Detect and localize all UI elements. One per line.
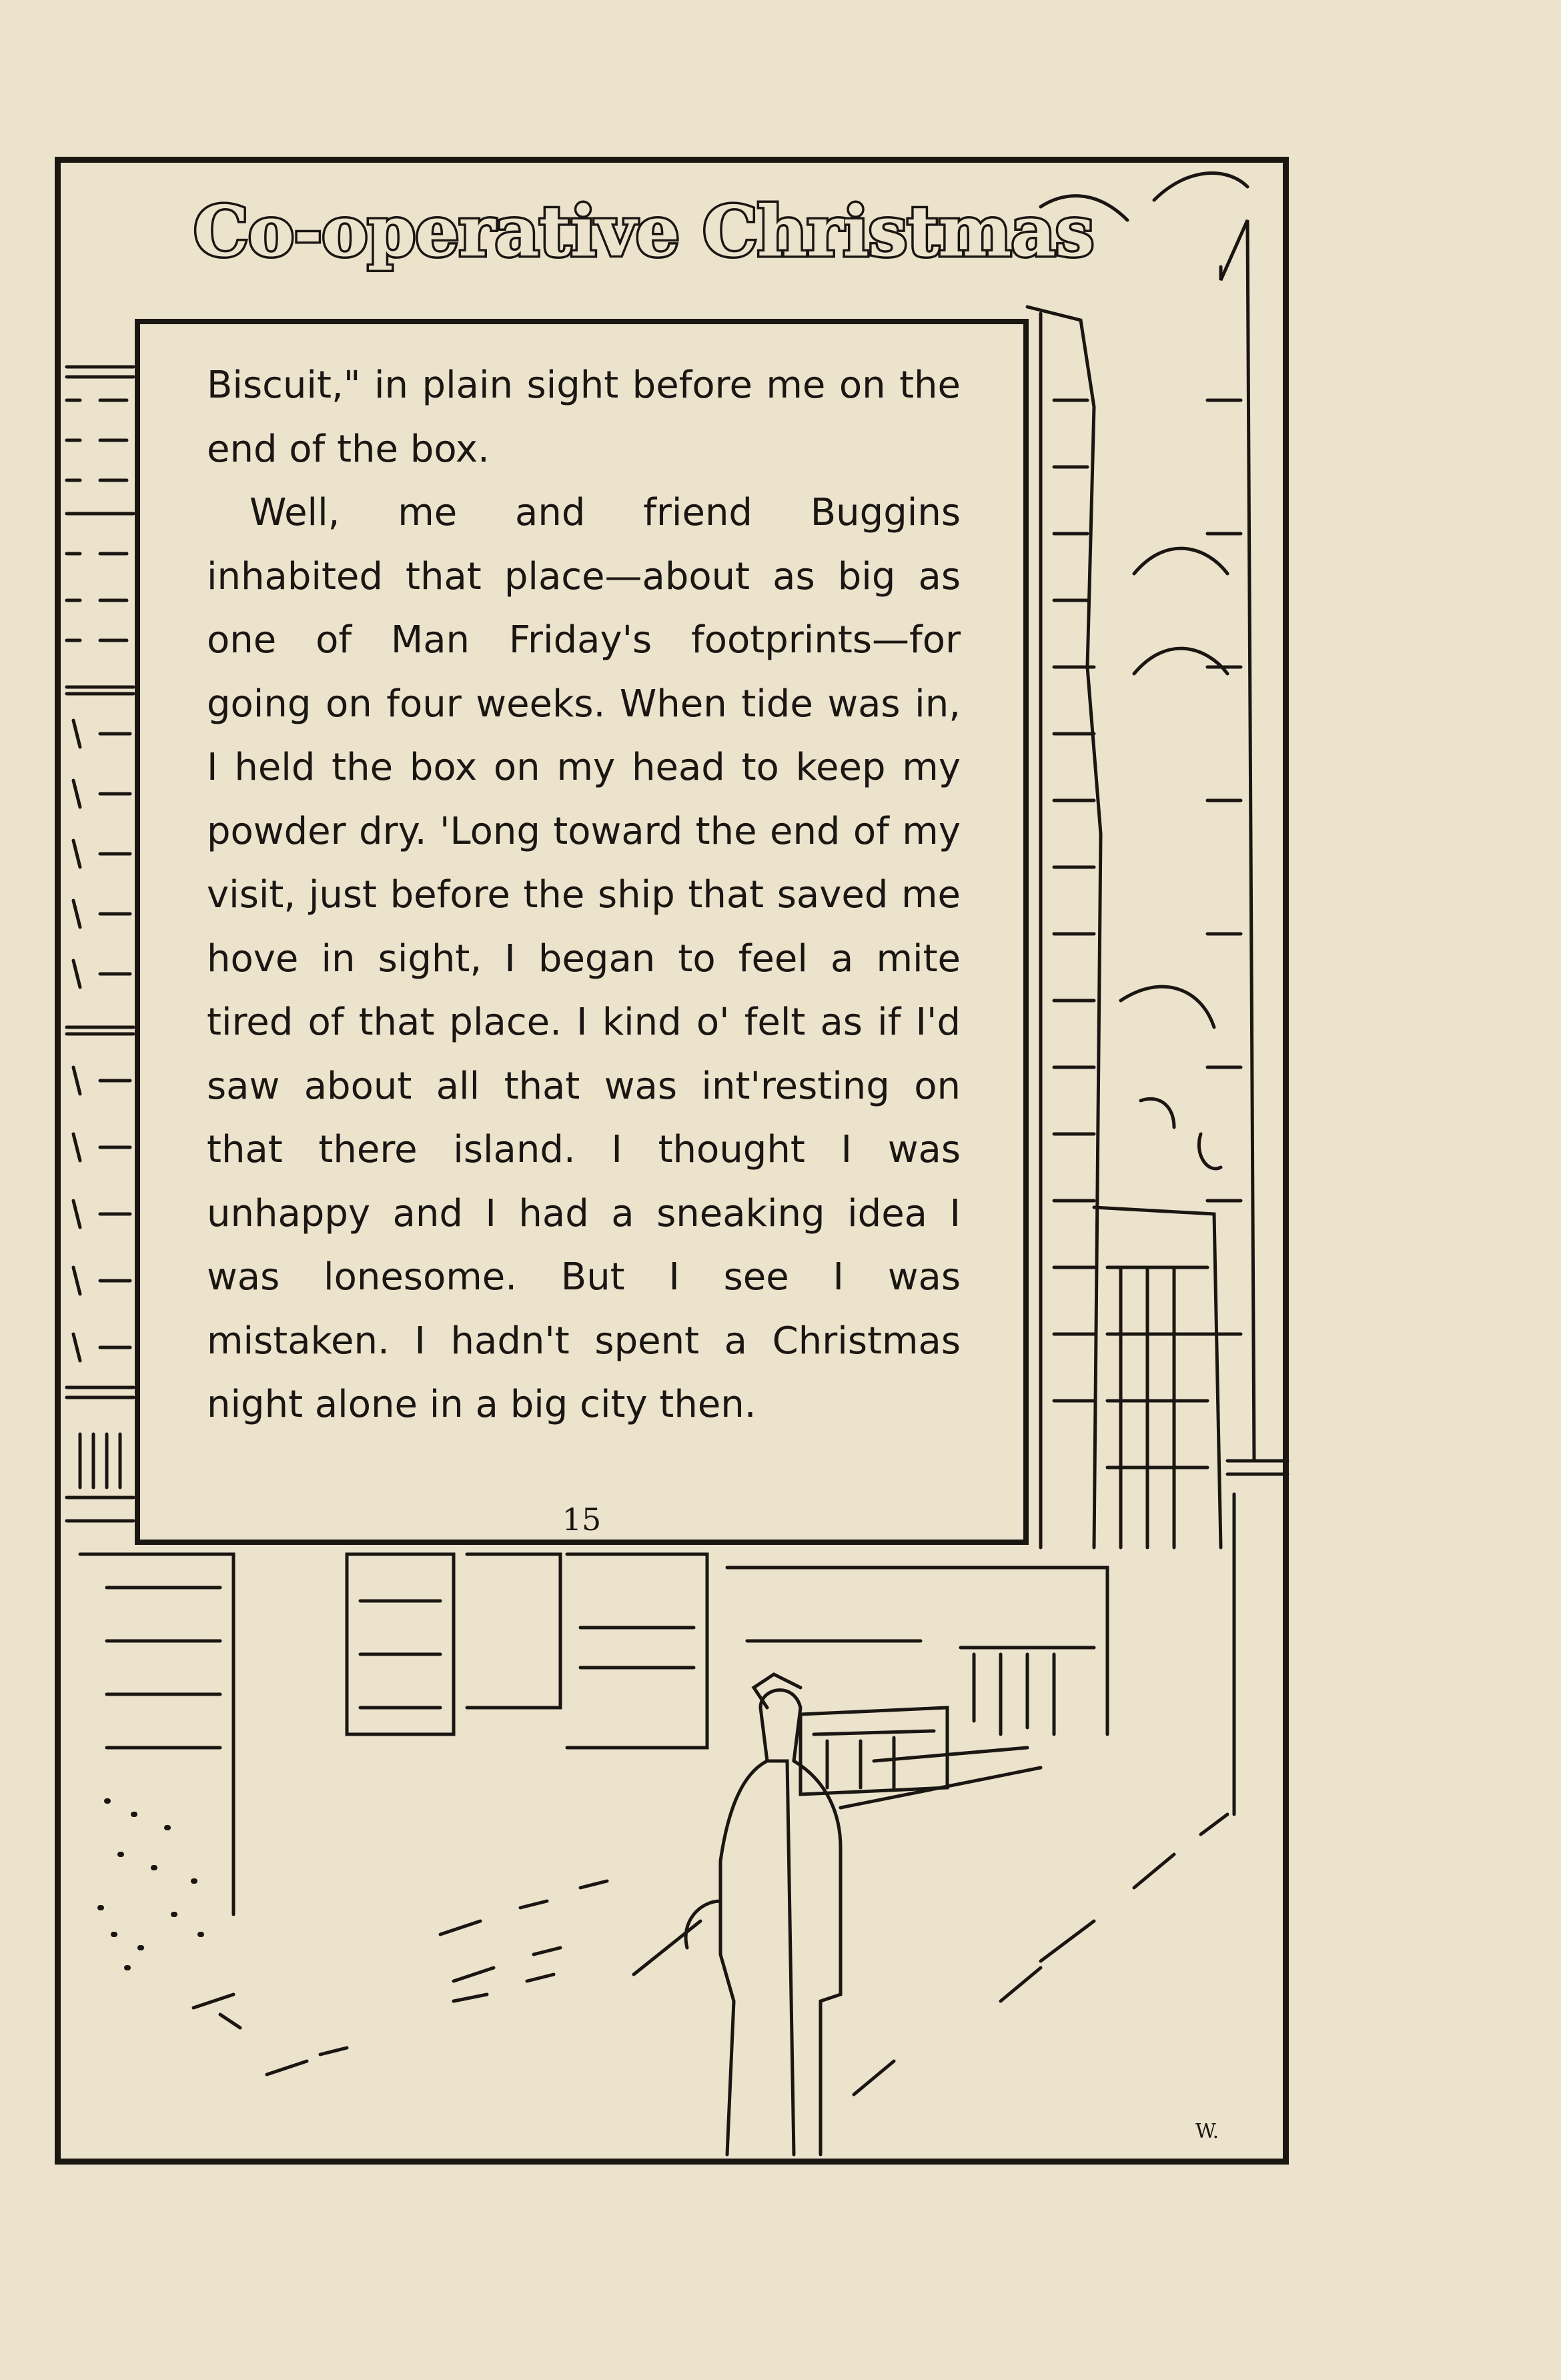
artist-signature: W. — [1195, 2120, 1219, 2143]
street-lines — [193, 1814, 1227, 2095]
running-title: Co-operative Christmas — [193, 190, 1094, 272]
street-buildings — [80, 1554, 1107, 1914]
body-text — [207, 354, 961, 1437]
page-number: 15 — [562, 1502, 602, 1538]
paragraph: Well, me and friend Buggins inhabited that place—about as big as one of Man Friday's footprints—for going on four weeks. When tide was in, I held the box on my head to keep my powder dry. 'Long toward the end of my visit, just before the ship that saved me hove in sight, I began to feel a mite tired of that place. I kind o' felt as if I'd saw about all that was int'resting on that there island. I thought I was unhappy and I had a sneaking idea I was lonesome. But I see I was mistaken. I hadn't spent a Christmas night alone in a big city then. — [207, 491, 961, 1426]
paragraph: Biscuit," in plain sight before me on the end of the box. — [207, 364, 961, 471]
dotted-sidewalk — [100, 1801, 201, 1968]
text-panel — [135, 319, 1029, 1545]
left-building-facade — [67, 367, 133, 1521]
